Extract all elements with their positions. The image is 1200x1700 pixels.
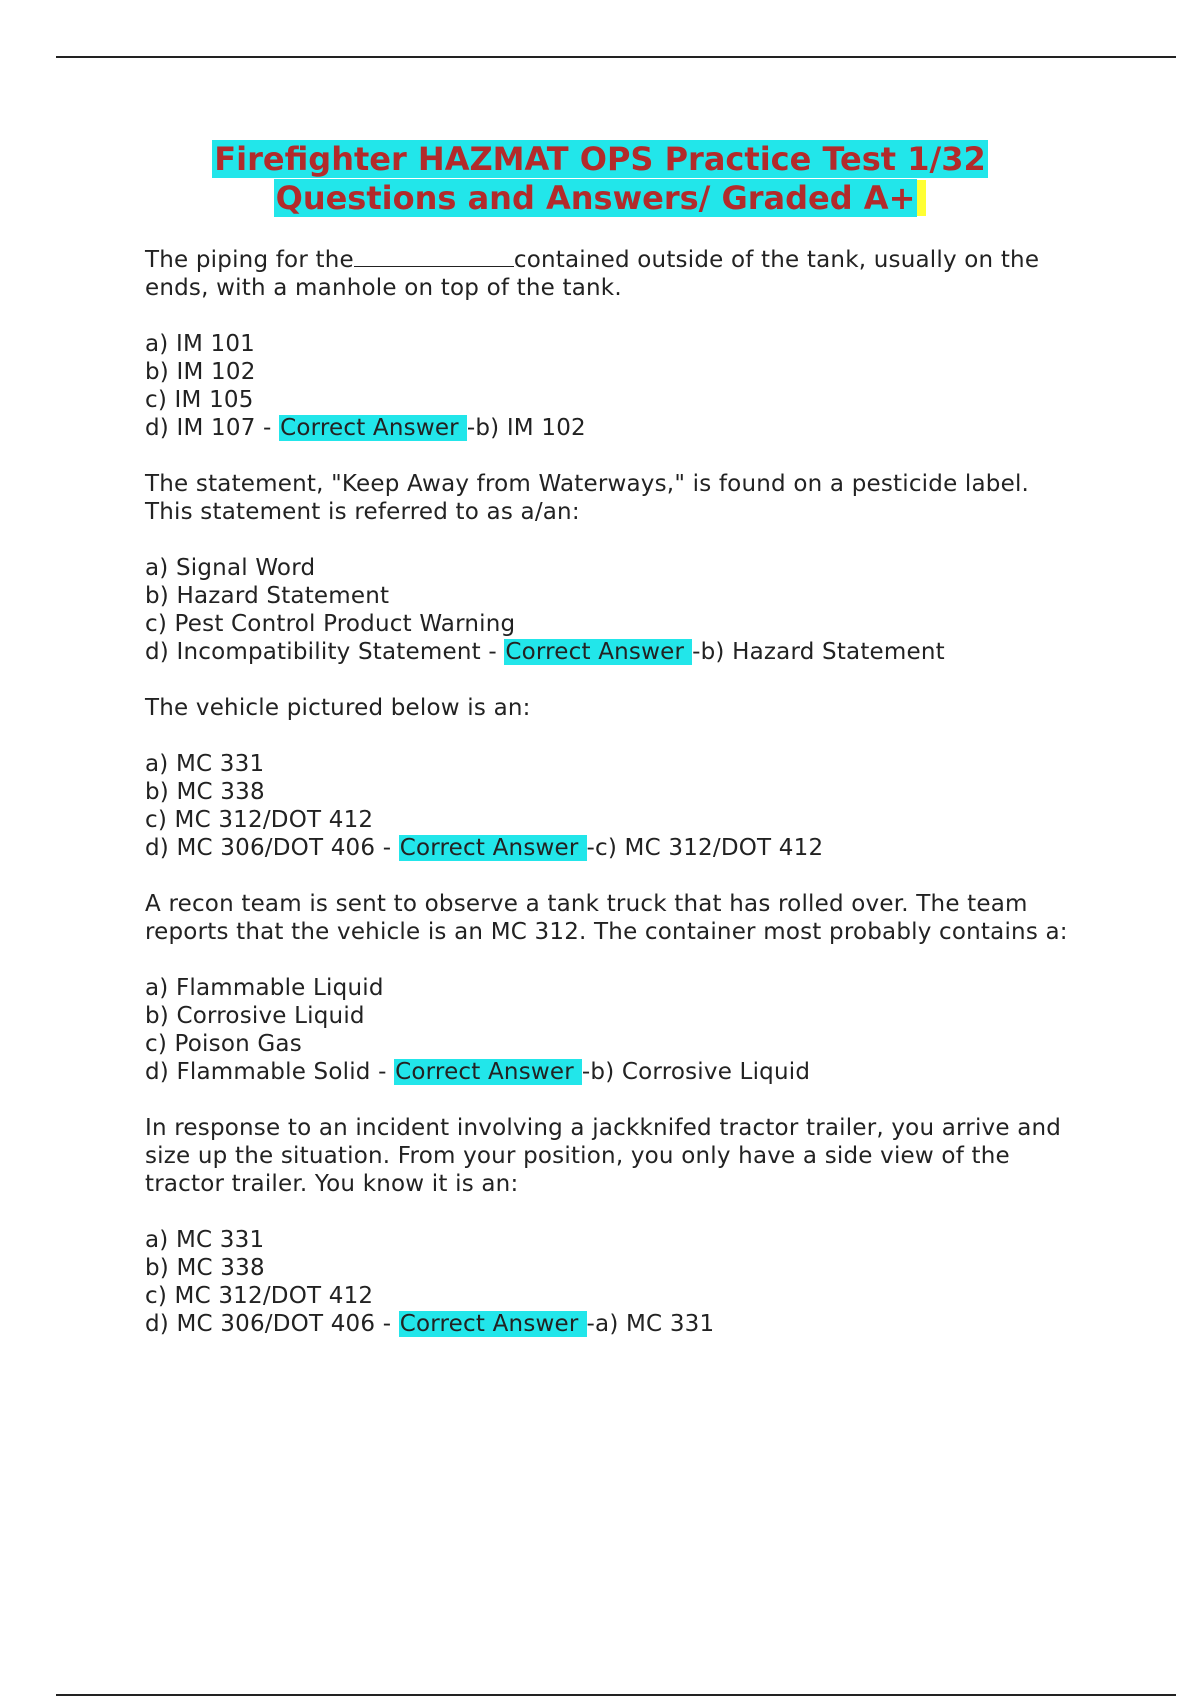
- question-text: In response to an incident involving a jackknifed tractor trailer, you arrive and size up the situation. From your position, you only have a side view of the tractor trailer. You know it is an:: [145, 1115, 1062, 1197]
- answer-text: -a) MC 331: [586, 1311, 715, 1337]
- option-b: b) Corrosive Liquid: [145, 1003, 365, 1029]
- correct-answer-label: Correct Answer: [394, 1059, 582, 1085]
- correct-answer-label: Correct Answer: [399, 835, 587, 861]
- document-title: [0, 140, 1200, 218]
- correct-answer-label: Correct Answer: [399, 1311, 587, 1337]
- option-a: a) MC 331: [145, 751, 265, 777]
- option-c: c) IM 105: [145, 387, 254, 413]
- option-d: d) IM 107 - Correct Answer -b) IM 102: [145, 415, 586, 441]
- option-c: c) MC 312/DOT 412: [145, 1283, 374, 1309]
- option-b: b) Hazard Statement: [145, 583, 390, 609]
- correct-answer-label: Correct Answer: [504, 639, 692, 665]
- top-rule: [56, 56, 1176, 58]
- correct-answer-label: Correct Answer: [279, 415, 467, 441]
- option-b: b) MC 338: [145, 779, 265, 805]
- answer-text: -b) Corrosive Liquid: [581, 1059, 811, 1085]
- text-cursor-mark: [917, 180, 926, 216]
- option-a: a) Signal Word: [145, 555, 316, 581]
- question-4: [145, 890, 1075, 1086]
- option-c: c) Pest Control Product Warning: [145, 611, 516, 637]
- option-c: c) MC 312/DOT 412: [145, 807, 374, 833]
- option-d: d) Incompatibility Statement - Correct Answer -b) Hazard Statement: [145, 639, 945, 665]
- answer-text: -b) Hazard Statement: [692, 639, 945, 665]
- question-2: [145, 470, 1075, 666]
- option-b: b) IM 102: [145, 359, 256, 385]
- answer-text: -b) IM 102: [466, 415, 586, 441]
- question-1: [145, 246, 1075, 442]
- title-line-1: Firefighter HAZMAT OPS Practice Test 1/32: [214, 140, 986, 178]
- answer-text: -c) MC 312/DOT 412: [586, 835, 824, 861]
- option-c: c) Poison Gas: [145, 1031, 302, 1057]
- option-b: b) MC 338: [145, 1255, 265, 1281]
- question-list: [145, 246, 1075, 1366]
- option-a: a) IM 101: [145, 331, 256, 357]
- fill-in-blank: [354, 248, 514, 267]
- question-text: A recon team is sent to observe a tank truck that has rolled over. The team reports that the vehicle is an MC 312. The container most probably contains a:: [145, 891, 1068, 945]
- title-line-2: Questions and Answers/ Graded A+: [275, 179, 916, 217]
- question-5: [145, 1114, 1075, 1338]
- option-d: d) MC 306/DOT 406 - Correct Answer -a) MC 331: [145, 1311, 715, 1337]
- option-d: d) MC 306/DOT 406 - Correct Answer -c) MC 312/DOT 412: [145, 835, 824, 861]
- question-text: The piping for the contained outside of the tank, usually on the ends, with a manhole on top of the tank.: [145, 247, 1040, 301]
- question-text: The vehicle pictured below is an:: [145, 695, 531, 721]
- bottom-rule: [56, 1694, 1176, 1696]
- option-d: d) Flammable Solid - Correct Answer -b) Corrosive Liquid: [145, 1059, 811, 1085]
- question-3: [145, 694, 1075, 862]
- option-a: a) MC 331: [145, 1227, 265, 1253]
- question-text: The statement, "Keep Away from Waterways," is found on a pesticide label. This statement is referred to as a/an:: [145, 471, 1030, 525]
- option-a: a) Flammable Liquid: [145, 975, 384, 1001]
